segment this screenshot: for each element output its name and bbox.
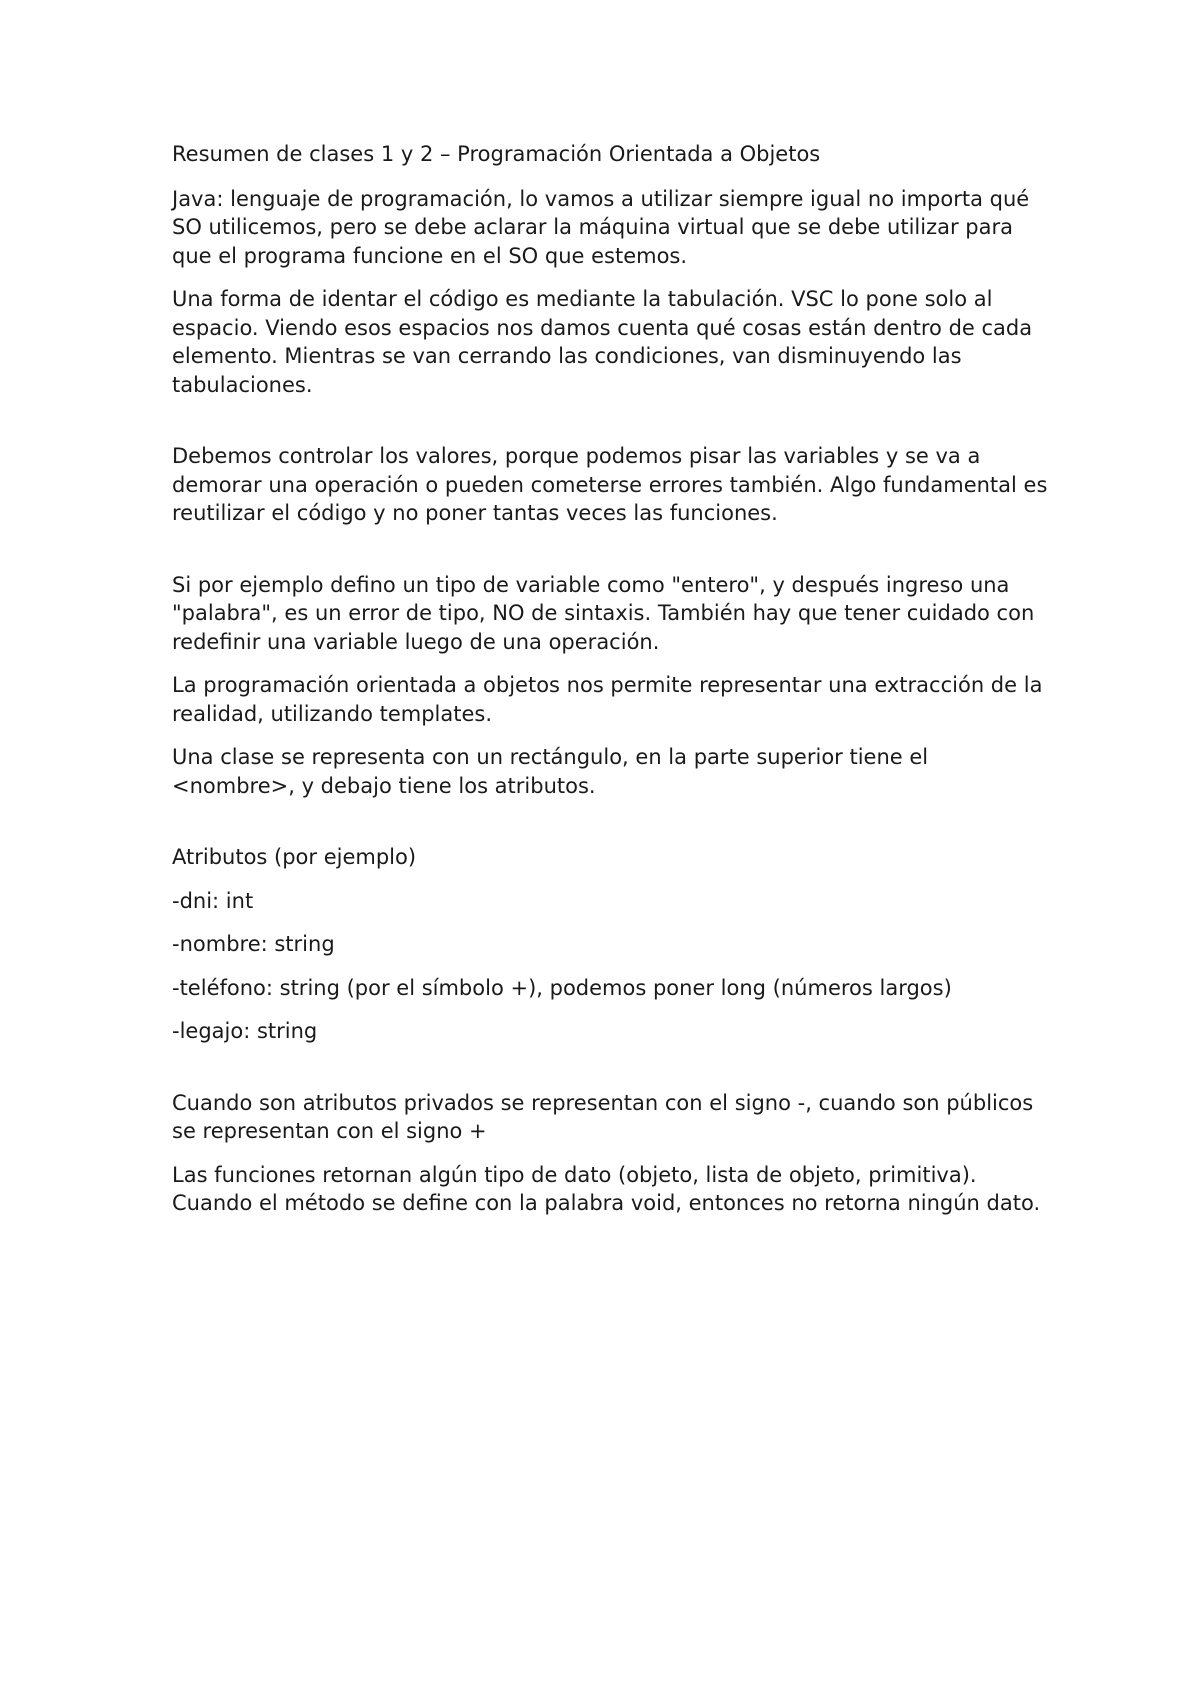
paragraph-java: Java: lenguaje de programación, lo vamos a utilizar siempre igual no importa qué SO utilicemos, pero se debe aclarar la máquina virtual que se debe utilizar para que el programa funcione en el SO que estemos. [172,186,1030,268]
blank-line [172,815,1052,843]
attribute-item: -teléfono: string (por el símbolo +), podemos poner long (números largos) [172,975,952,1000]
paragraph-oop: La programación orientada a objetos nos permite representar una extracción de la realidad, utilizando templates. [172,673,1043,726]
paragraph-class: Una clase se representa con un rectángulo, en la parte superior tiene el <nombre>, y debajo tiene los atributos. [172,745,929,798]
document-title: Resumen de clases 1 y 2 – Programación Orientada a Objetos [172,142,821,166]
blank-line [172,414,1052,442]
paragraph-control-values: Debemos controlar los valores, porque podemos pisar las variables y se va a demorar una operación o pueden cometerse errores también. Algo fundamental es reutilizar el código y no poner tantas veces las funciones. [172,444,1048,525]
blank-line [172,1061,1052,1089]
paragraph-indentation: Una forma de identar el código es mediante la tabulación. VSC lo pone solo al espacio. Viendo esos espacios nos damos cuenta qué cosas están dentro de cada elemento. Mientras se van cerrando las condiciones, van disminuyendo las tabulaciones. [172,287,1033,397]
attribute-item: -nombre: string [172,932,335,956]
blank-line [172,543,1052,571]
paragraph-visibility: Cuando son atributos privados se representan con el signo -, cuando son públicos se representan con el signo + [172,1090,1034,1143]
attribute-item: -dni: int [172,888,254,913]
paragraph-functions: Las funciones retornan algún tipo de dato (objeto, lista de objeto, primitiva). Cuando el método se define con la palabra void, entonces no retorna ningún dato. [172,1162,1041,1215]
attribute-item: -legajo: string [172,1019,318,1043]
attributes-heading: Atributos (por ejemplo) [172,845,417,869]
paragraph-type-error: Si por ejemplo defino un tipo de variable como "entero", y después ingreso una "palabra", es un error de tipo, NO de sintaxis. También hay que tener cuidado con redefinir una variable luego de una operación. [172,572,1035,654]
document-body [172,140,1052,1233]
